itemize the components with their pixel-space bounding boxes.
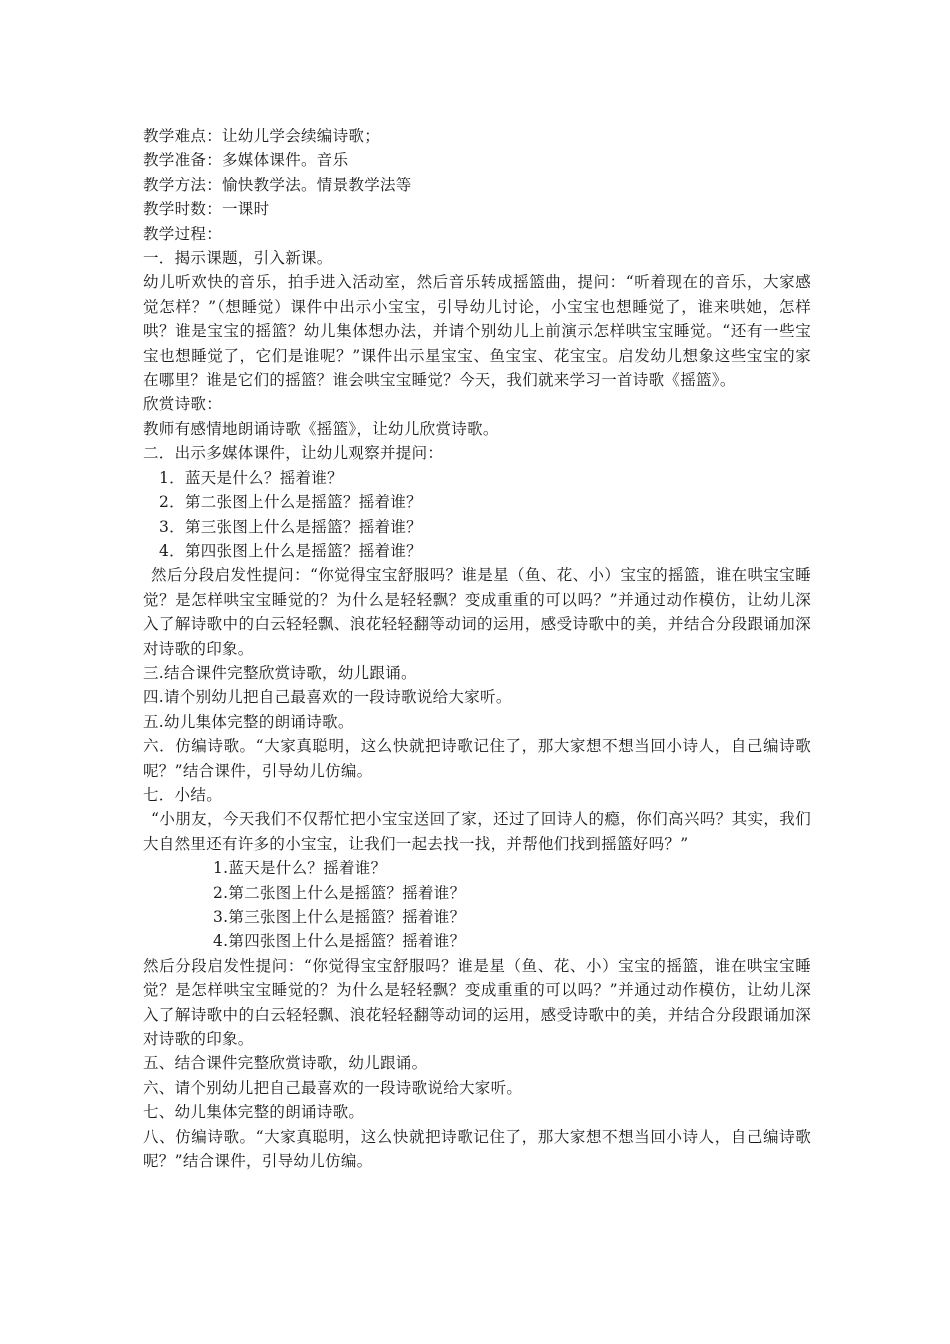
step3-item: 三.结合课件完整欣赏诗歌，幼儿跟诵。	[143, 663, 417, 682]
section7-item: 七、幼儿集体完整的朗诵诗歌。	[143, 1103, 365, 1122]
step7-heading: 七．小结。	[143, 785, 223, 804]
step4-item: 四.请个别幼儿把自己最喜欢的一段诗歌说给大家听。	[143, 688, 512, 707]
teaching-preparation: 教学准备：多媒体课件。音乐	[143, 151, 349, 170]
repeat-question-item: 2.第二张图上什么是摇篮？摇着谁？	[213, 883, 466, 902]
step1-heading: 一．揭示课题，引入新课。	[143, 249, 333, 268]
repeat-question-item: 4.第四张图上什么是摇篮？摇着谁？	[213, 932, 466, 951]
teaching-difficulty: 教学难点：让幼儿学会续编诗歌；	[143, 127, 381, 145]
repeat-paragraph: 然后分段启发性提问：“你觉得宝宝舒服吗？谁是星（鱼、花、小）宝宝的摇篮，谁在哄宝宝睡觉？是怎样哄宝宝睡觉的？为什么是轻轻飘？变成重重的可以吗？”并通过动作模仿，让幼儿深入了解诗歌中的白云轻轻飘、浪花轻轻翻等动词的运用，感受诗歌中的美，并结合分段跟诵加深对诗歌的印象。	[143, 956, 811, 1049]
step1-paragraph: 幼儿听欢快的音乐，拍手进入活动室，然后音乐转成摇篮曲，提问：“听着现在的音乐，大家感觉怎样？”（想睡觉）课件中出示小宝宝，引导幼儿讨论，小宝宝也想睡觉了，谁来哄她，怎样哄？谁是宝宝的摇篮？幼儿集体想办法，并请个别幼儿上前演示怎样哄宝宝睡觉。“还有一些宝宝也想睡觉了，它们是谁呢？”课件出示星宝宝、鱼宝宝、花宝宝。启发幼儿想象这些宝宝的家在哪里？谁是它们的摇篮？谁会哄宝宝睡觉？今天，我们就来学习一首诗歌《摇篮》。	[143, 273, 811, 390]
teaching-method: 教学方法：愉快教学法。情景教学法等	[143, 175, 412, 194]
step2-paragraph: 然后分段启发性提问：“你觉得宝宝舒服吗？谁是星（鱼、花、小）宝宝的摇篮，谁在哄宝宝睡觉？是怎样哄宝宝睡觉的？为什么是轻轻飘？变成重重的可以吗？”并通过动作模仿，让幼儿深入了解诗歌中的白云轻轻飘、浪花轻轻翻等动词的运用，感受诗歌中的美，并结合分段跟诵加深对诗歌的印象。	[143, 566, 811, 658]
section6-item: 六、请个别幼儿把自己最喜欢的一段诗歌说给大家听。	[143, 1078, 523, 1097]
appreciate-heading: 欣赏诗歌：	[143, 395, 223, 414]
question-item: 2．第二张图上什么是摇篮？摇着谁？	[159, 493, 422, 512]
document-body	[143, 124, 811, 1173]
step7-paragraph: “小朋友，今天我们不仅帮忙把小宝宝送回了家，还过了回诗人的瘾，你们高兴吗？其实，我们大自然里还有许多的小宝宝，让我们一起去找一找，并帮他们找到摇篮好吗？”	[143, 810, 811, 853]
repeat-question-item: 1.蓝天是什么？摇着谁？	[213, 859, 387, 878]
teaching-hours: 教学时数：一课时	[143, 200, 270, 219]
section8-paragraph: 八、仿编诗歌。“大家真聪明，这么快就把诗歌记住了，那大家想不想当回小诗人，自己编诗歌呢？”结合课件，引导幼儿仿编。	[143, 1127, 811, 1171]
step6-paragraph: 六．仿编诗歌。“大家真聪明，这么快就把诗歌记住了，那大家想不想当回小诗人，自己编诗歌呢？”结合课件，引导幼儿仿编。	[143, 737, 811, 780]
appreciate-paragraph: 教师有感情地朗诵诗歌《摇篮》，让幼儿欣赏诗歌。	[143, 419, 499, 438]
section5-item: 五、结合课件完整欣赏诗歌，幼儿跟诵。	[143, 1054, 428, 1073]
question-item: 4．第四张图上什么是摇篮？摇着谁？	[159, 541, 422, 560]
step2-heading: 二．出示多媒体课件，让幼儿观察并提问：	[143, 444, 444, 463]
question-item: 3．第三张图上什么是摇篮？摇着谁？	[159, 517, 422, 536]
question-item: 1．蓝天是什么？摇着谁？	[159, 468, 343, 487]
teaching-process-heading: 教学过程：	[143, 224, 223, 243]
repeat-question-item: 3.第三张图上什么是摇篮？摇着谁？	[213, 908, 466, 926]
step5-item: 五.幼儿集体完整的朗诵诗歌。	[143, 712, 354, 731]
